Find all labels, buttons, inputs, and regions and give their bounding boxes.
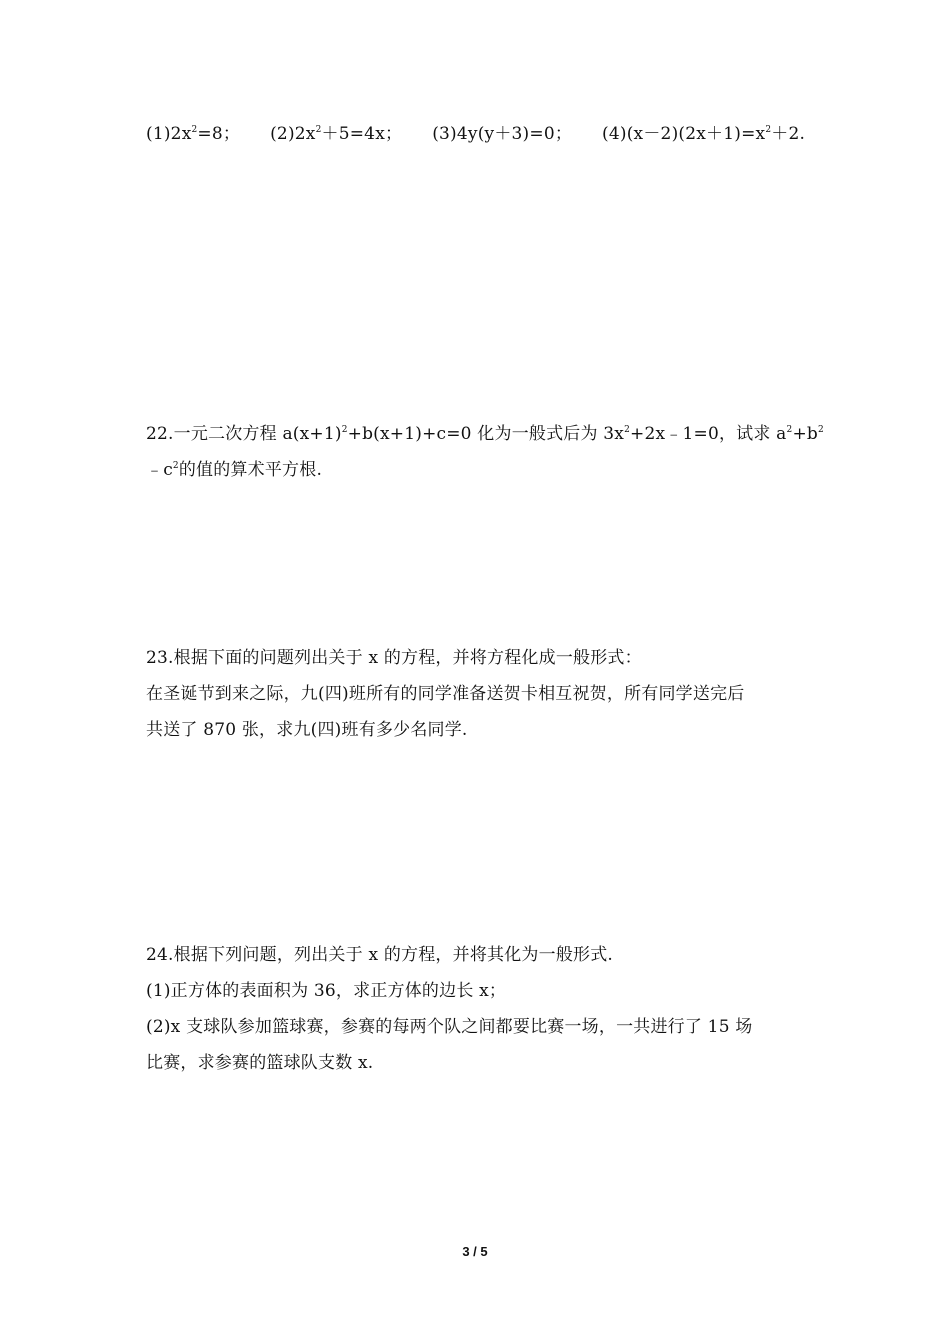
q24-line-1: 24.根据下列问题，列出关于 x 的方程，并将其化为一般形式. [146,945,614,965]
q21-equations [146,122,805,146]
q22-line-1: 22.一元二次方程 $a(x+1)^2+b(x+1)+c=0$ 化为一般式后为 $3x^2+2x﹣1=0$，试求 $a^2+b^2$ [146,424,824,444]
q23-line-1: 23.根据下面的问题列出关于 x 的方程，并将方程化成一般形式： [146,648,642,668]
q24-line-4: 比赛，求参赛的篮球队支数 x. [146,1053,374,1073]
page-number: 3 / 5 [462,1244,488,1259]
q21-item-2: $(2)2x^2+5=4x$； [270,124,403,144]
q23-line-2: 在圣诞节到来之际，九(四)班所有的同学准备送贺卡相互祝贺，所有同学送完后 [146,684,745,704]
q22-line-2: $﹣c^2$的值的算术平方根. [146,460,323,480]
q24-line-3: (2)x 支球队参加篮球赛，参赛的每两个队之间都要比赛一场，一共进行了 15 场 [146,1017,753,1037]
q21-item-1: $(1)2x^2=8$； [146,124,241,144]
q21-item-4: $(4)(x-2)(2x+1)=x^2+2$. [602,124,806,144]
q23-line-3: 共送了 870 张，求九(四)班有多少名同学. [146,720,468,740]
q24-line-2: (1)正方体的表面积为 36，求正方体的边长 x； [146,981,507,1001]
q21-item-3: (3)4y(y＋3)=0； [432,124,573,144]
